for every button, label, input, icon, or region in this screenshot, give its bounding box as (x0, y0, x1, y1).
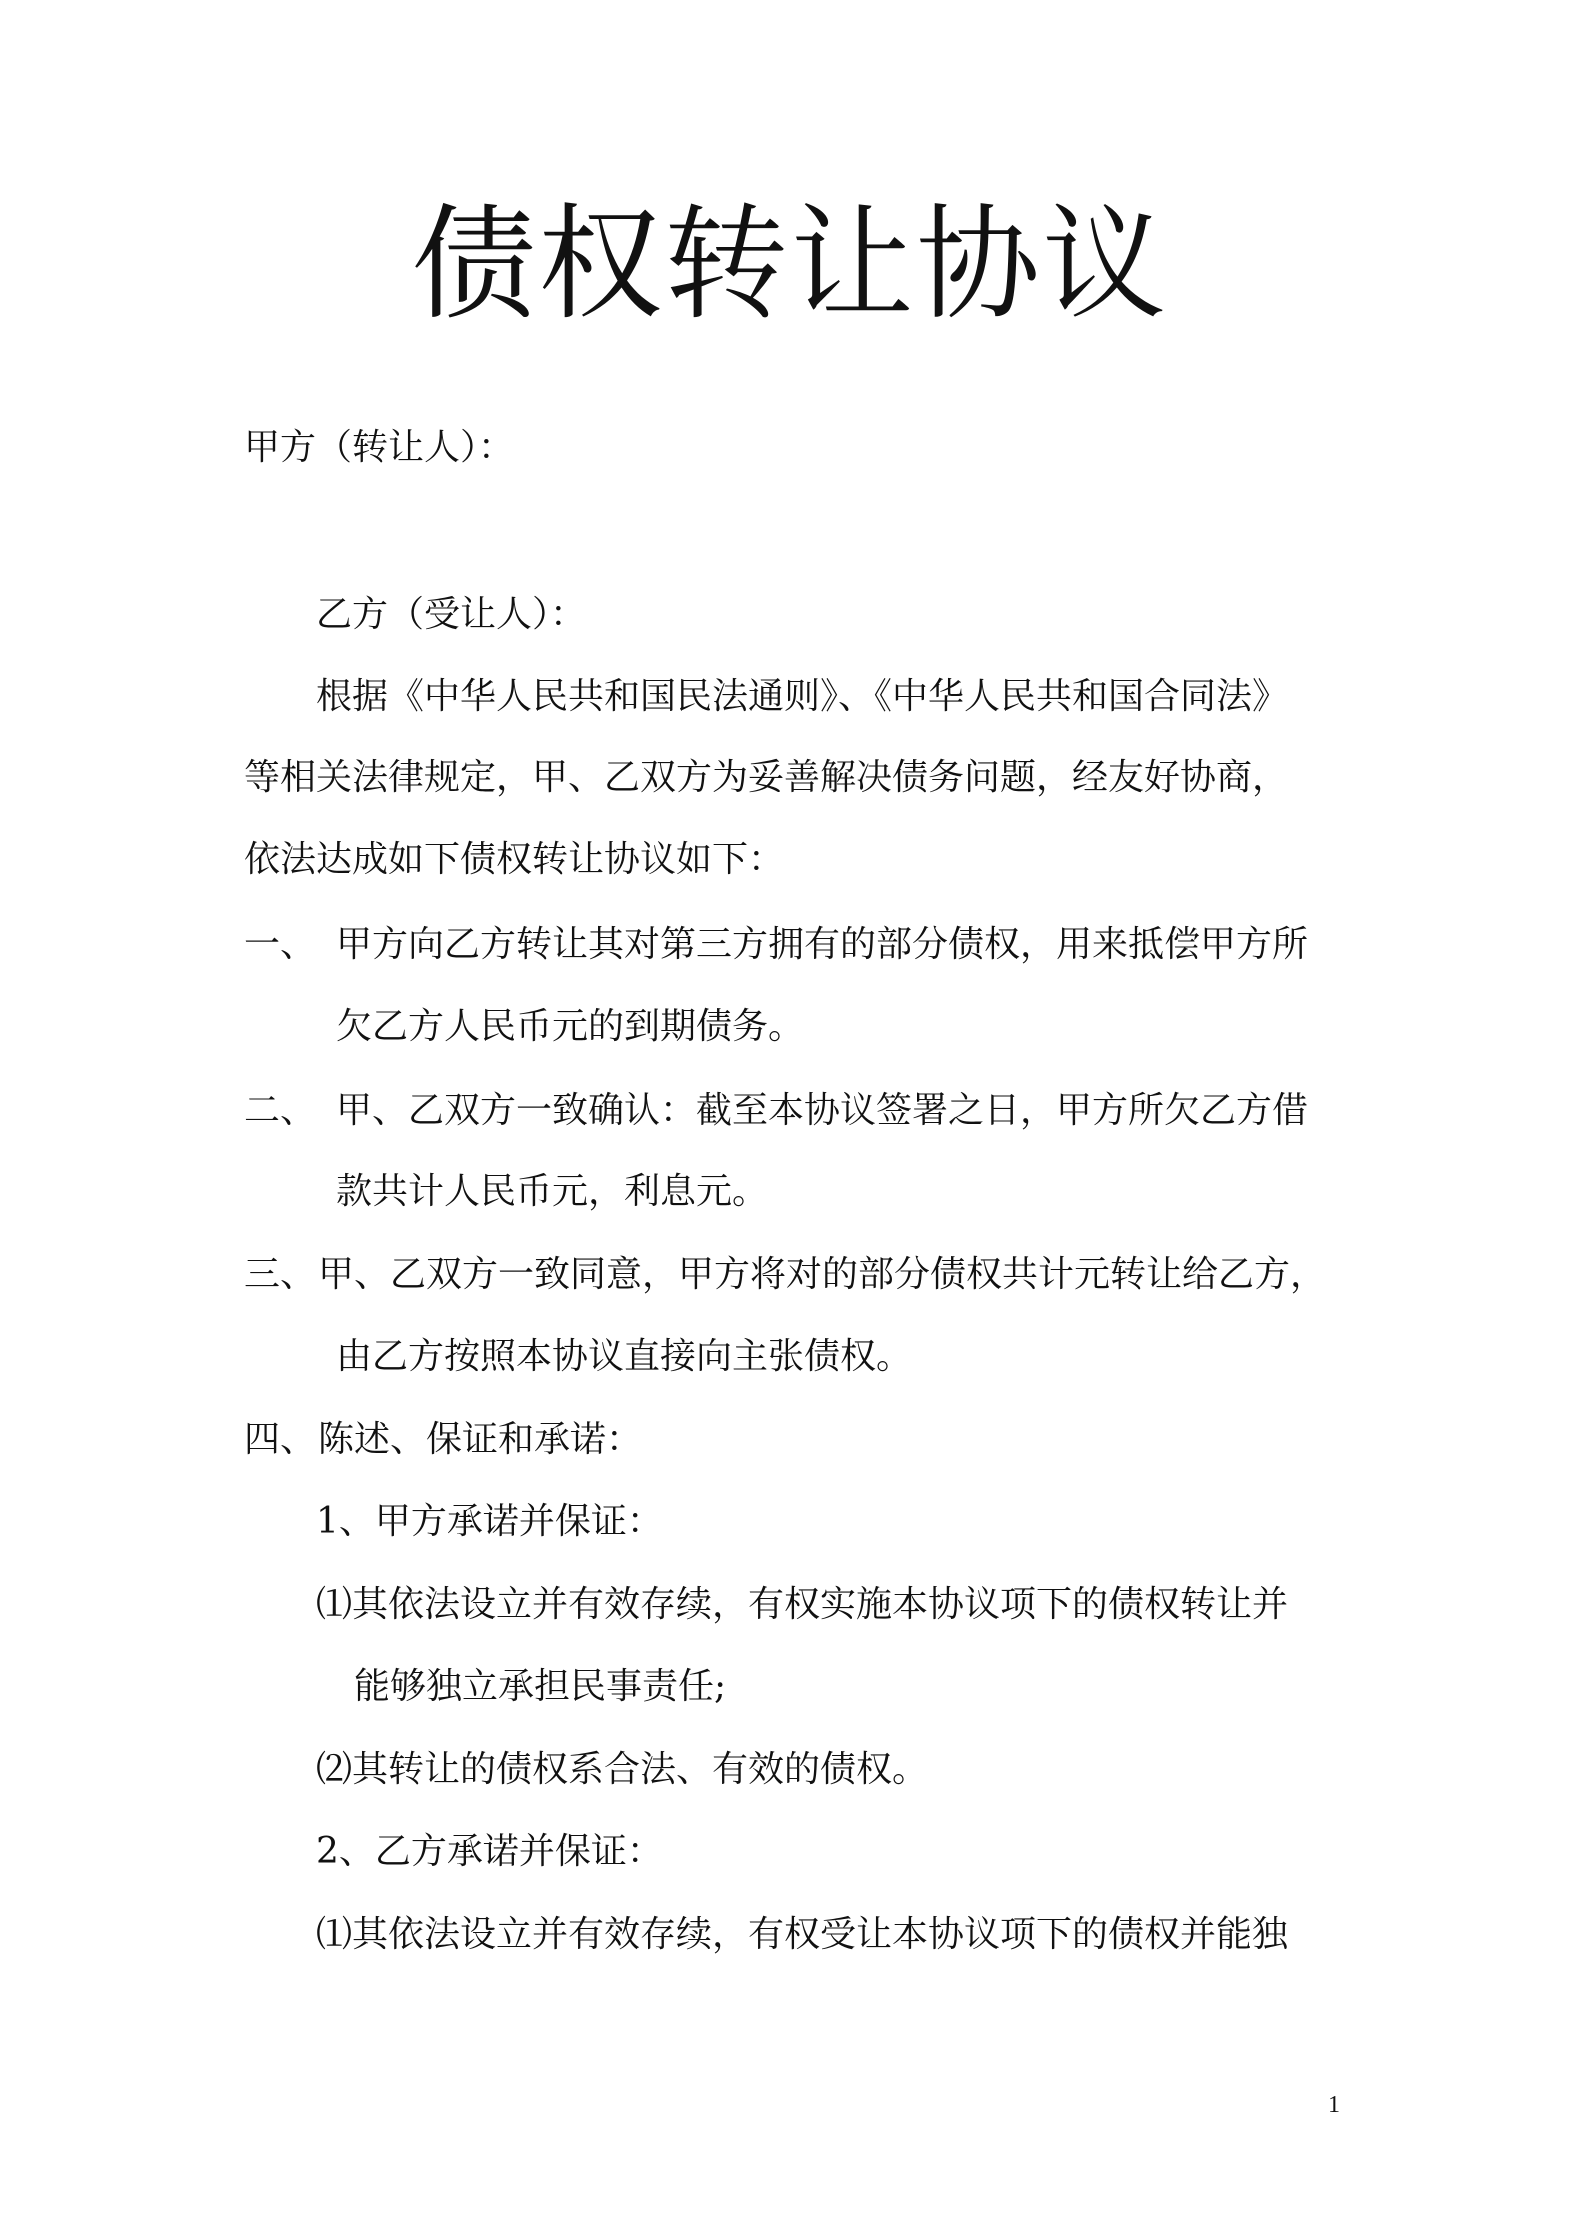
preamble-line-3: 依法达成如下债权转让协议如下： (244, 839, 785, 880)
preamble-line-1: 根据《中华人民共和国民法通则》、《中华人民共和国合同法》 (316, 676, 1289, 717)
sub-item-5: 2、乙方承诺并保证： (316, 1831, 663, 1872)
preamble-line-2: 等相关法律规定，甲、乙双方为妥善解决债务问题，经友好协商， (244, 757, 1289, 798)
clause-1-line-1: 甲方向乙方转让其对第三方拥有的部分债权，用来抵偿甲方所 (336, 924, 1309, 965)
clause-4-line-1: 陈述、保证和承诺： (318, 1419, 643, 1460)
party-b-label: 乙方（受让人）： (316, 594, 587, 635)
sub-item-6: ⑴其依法设立并有效存续，有权受让本协议项下的债权并能独 (316, 1914, 1289, 1955)
clause-4-number: 四、 (244, 1419, 317, 1460)
sub-item-2: ⑴其依法设立并有效存续，有权实施本协议项下的债权转让并 (316, 1584, 1289, 1625)
page-number: 1 (1328, 2092, 1340, 2118)
clause-1-number: 一、 (244, 924, 317, 965)
party-a-label: 甲方（转让人）： (244, 427, 515, 468)
clause-3-line-2: 由乙方按照本协议直接向主张债权。 (336, 1336, 913, 1377)
document-title: 债权转让协议 (411, 193, 1168, 337)
sub-item-1: 1、甲方承诺并保证： (316, 1501, 663, 1542)
clause-3-number: 三、 (244, 1254, 317, 1295)
sub-item-4: ⑵其转让的债权系合法、有效的债权。 (316, 1749, 929, 1790)
clause-3-line-1: 甲、乙双方一致同意，甲方将对的部分债权共计元转让给乙方， (318, 1254, 1327, 1295)
clause-2-line-2: 款共计人民币元，利息元。 (336, 1171, 769, 1212)
clause-2-number: 二、 (244, 1090, 317, 1131)
clause-2-line-1: 甲、乙双方一致确认：截至本协议签署之日，甲方所欠乙方借 (336, 1090, 1309, 1131)
clause-1-line-2: 欠乙方人民币元的到期债务。 (336, 1006, 805, 1047)
sub-item-3: 能够独立承担民事责任; (354, 1666, 727, 1707)
